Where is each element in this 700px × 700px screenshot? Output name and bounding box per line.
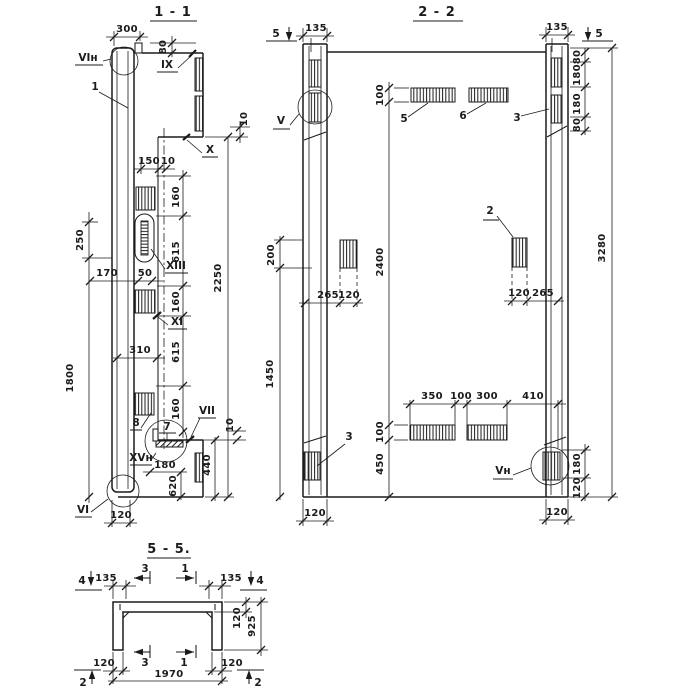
section-5-5-title: 5 - 5. xyxy=(147,542,191,557)
embed-plate-8 xyxy=(135,393,154,415)
embed-plate xyxy=(410,425,455,440)
dim: 80 xyxy=(158,39,169,55)
dim: 300 xyxy=(116,24,138,35)
edge-plate xyxy=(195,58,203,91)
dim: 160 xyxy=(171,291,182,313)
node-label-Vn: Vн xyxy=(495,465,511,477)
dim: 120 xyxy=(232,607,243,629)
embed-plate xyxy=(135,290,155,313)
section-5-5 xyxy=(74,542,268,689)
dim: 265 xyxy=(317,290,339,301)
rib-plate xyxy=(309,93,321,122)
dim: 10 xyxy=(225,417,236,433)
section-2-2-title: 2 - 2 xyxy=(418,5,456,20)
dim: 170 xyxy=(96,268,118,279)
part-label-3-top: 3 xyxy=(513,112,521,124)
embed-bar-XIII xyxy=(141,221,148,255)
section-2-2 xyxy=(265,5,618,526)
cut-marker-2-right: 2 xyxy=(254,677,262,689)
section-arrow-down xyxy=(585,32,591,41)
embed-plate xyxy=(340,240,357,268)
embed-plate-2 xyxy=(512,238,527,267)
channel-outline xyxy=(113,602,222,650)
part-label-5: 5 xyxy=(400,113,408,125)
dim: 120 xyxy=(304,508,326,519)
edge-plate xyxy=(195,96,203,131)
dim: 100 xyxy=(375,84,386,106)
embed-plate-5 xyxy=(411,88,455,102)
dim: 440 xyxy=(202,454,213,476)
dim: 120 xyxy=(546,507,568,518)
dim: 2250 xyxy=(213,263,224,293)
angle-plate-7 xyxy=(156,441,183,447)
dim: 925 xyxy=(247,615,258,637)
dim: 2400 xyxy=(375,247,386,277)
node-label-VIn: VIн xyxy=(78,52,98,64)
dim: 180 xyxy=(572,64,583,86)
dim: 200 xyxy=(266,244,277,266)
embed-plate xyxy=(136,187,155,210)
rib-plate-Vn xyxy=(543,452,560,480)
dim: 150 xyxy=(138,156,160,167)
dim: 1450 xyxy=(265,359,276,389)
dim: 120 xyxy=(110,510,132,521)
node-label-VI: VI xyxy=(76,504,90,516)
node-label-VII: VII xyxy=(199,405,215,417)
dim: 120 xyxy=(221,658,243,669)
dim: 180 xyxy=(572,93,583,115)
dim: 1970 xyxy=(154,669,184,680)
part-label-7: 7 xyxy=(163,421,171,433)
dim: 135 xyxy=(305,23,327,34)
dim: 160 xyxy=(171,186,182,208)
cut-marker-1-top: 1 xyxy=(181,563,189,575)
cut-marker-5-right: 5 xyxy=(595,28,603,40)
dim: 250 xyxy=(75,229,86,251)
embed-plate xyxy=(467,425,507,440)
dim: 615 xyxy=(171,341,182,363)
cut-marker-3-top: 3 xyxy=(141,563,149,575)
rib-plate xyxy=(551,58,562,87)
dim: 265 xyxy=(532,288,554,299)
dim: 10 xyxy=(160,156,176,167)
dim: 10 xyxy=(239,111,250,127)
node-label-IX: IX xyxy=(160,59,174,71)
rib-plate xyxy=(551,95,562,123)
embed-plate-6 xyxy=(469,88,508,102)
part-label-2: 2 xyxy=(486,205,494,217)
dim: 350 xyxy=(421,391,443,402)
dim: 180 xyxy=(154,460,176,471)
dim: 160 xyxy=(171,398,182,420)
cut-marker-5-left: 5 xyxy=(272,28,280,40)
lifting-plate xyxy=(135,43,142,53)
dim: 135 xyxy=(220,573,242,584)
rib-plate xyxy=(309,60,321,87)
node-label-XI: XI xyxy=(170,316,184,328)
node-label-V: V xyxy=(276,115,286,127)
dim: 1800 xyxy=(65,363,76,393)
section-1-1-title: 1 - 1 xyxy=(154,5,192,20)
dim: 135 xyxy=(95,573,117,584)
part-label-8: 8 xyxy=(132,417,140,429)
dim: 100 xyxy=(450,391,472,402)
dim: 135 xyxy=(546,22,568,33)
node-label-XVn: XVн xyxy=(129,452,153,464)
dim: 120 xyxy=(572,477,583,499)
node-label-X: X xyxy=(205,144,215,156)
cut-marker-2-left: 2 xyxy=(79,677,87,689)
dim: 80 xyxy=(572,117,583,133)
dim: 100 xyxy=(375,421,386,443)
part-label-6: 6 xyxy=(459,110,467,122)
dim: 450 xyxy=(375,453,386,475)
dim: 3280 xyxy=(597,233,608,263)
dim: 120 xyxy=(508,288,530,299)
cut-marker-4-left: 4 xyxy=(78,575,86,587)
dim: 310 xyxy=(129,345,151,356)
section-1-1 xyxy=(65,5,250,527)
dim: 620 xyxy=(168,475,179,497)
section-arrow-down xyxy=(286,32,292,41)
dim: 180 xyxy=(572,453,583,475)
dim: 50 xyxy=(137,268,153,279)
part-label-1: 1 xyxy=(91,81,99,93)
part-label-3-bottom: 3 xyxy=(345,431,353,443)
dim: 120 xyxy=(93,658,115,669)
dim: 615 xyxy=(171,241,182,263)
cut-marker-1-bottom: 1 xyxy=(180,657,188,669)
dim: 410 xyxy=(522,391,544,402)
cut-marker-3-bottom: 3 xyxy=(141,657,149,669)
dim: 120 xyxy=(338,290,360,301)
dim: 300 xyxy=(476,391,498,402)
node-label-XIII: XIII xyxy=(166,260,186,272)
cut-marker-4-right: 4 xyxy=(256,575,264,587)
dim: 80 xyxy=(572,49,583,65)
